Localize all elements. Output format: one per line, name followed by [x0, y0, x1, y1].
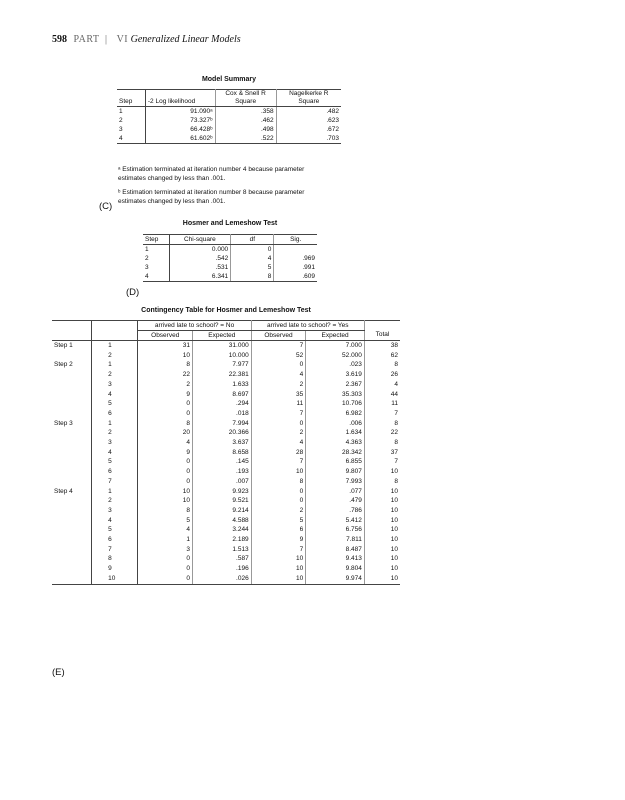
ct-exp-yes: 7.993 — [306, 477, 365, 487]
ct-step — [52, 574, 92, 584]
ct-total: 38 — [364, 341, 400, 351]
ct-exp-yes: 4.363 — [306, 438, 365, 448]
ct-exp-yes: 35.303 — [306, 390, 365, 400]
ct-group: 3 — [92, 438, 138, 448]
table-row — [52, 399, 400, 409]
hl-step: 3 — [143, 263, 169, 272]
table-row — [52, 574, 400, 584]
ct-obs-yes: 2 — [251, 428, 306, 438]
ct-group-no: arrived late to school? = No — [138, 321, 251, 331]
hl-df: 5 — [231, 263, 274, 272]
ct-exp-yes: 10.706 — [306, 399, 365, 409]
table-row — [52, 564, 400, 574]
ct-group: 1 — [92, 341, 138, 351]
ct-total: 62 — [364, 351, 400, 361]
ct-step — [52, 467, 92, 477]
table-row — [52, 390, 400, 400]
ct-step — [52, 564, 92, 574]
ct-obs-yes: 10 — [251, 554, 306, 564]
ct-step — [52, 428, 92, 438]
ct-col-obs-no: Observed — [138, 331, 193, 341]
ct-group: 3 — [92, 506, 138, 516]
hosmer-table — [143, 234, 317, 282]
ct-exp-yes: 52.000 — [306, 351, 365, 361]
ct-col-exp-yes: Expected — [306, 331, 365, 341]
hosmer-title: Hosmer and Lemeshow Test — [182, 220, 278, 227]
ct-step — [52, 545, 92, 555]
ct-exp-no: 9.521 — [193, 496, 252, 506]
ct-col-exp-no: Expected — [193, 331, 252, 341]
ct-obs-no: 4 — [138, 438, 193, 448]
ct-exp-yes: 5.412 — [306, 516, 365, 526]
ct-total: 7 — [364, 457, 400, 467]
hl-sig: .969 — [274, 254, 317, 263]
table-row — [52, 525, 400, 535]
ct-obs-yes: 7 — [251, 409, 306, 419]
ct-total: 4 — [364, 380, 400, 390]
ct-step — [52, 506, 92, 516]
ms-col-coxsnell: Cox & Snell R Square — [215, 90, 276, 107]
ct-exp-no: 2.189 — [193, 535, 252, 545]
ct-col-total: Total — [364, 331, 400, 341]
ct-step: Step 4 — [52, 487, 92, 497]
ct-total: 44 — [364, 390, 400, 400]
ct-exp-no: .145 — [193, 457, 252, 467]
ct-group: 2 — [92, 496, 138, 506]
ct-group: 1 — [92, 487, 138, 497]
ct-obs-no: 0 — [138, 467, 193, 477]
part-number: VI — [116, 34, 129, 45]
ct-exp-yes: 6.982 — [306, 409, 365, 419]
ct-group: 5 — [92, 525, 138, 535]
ct-total: 7 — [364, 409, 400, 419]
ct-step: Step 1 — [52, 341, 92, 351]
table-row — [52, 477, 400, 487]
ct-obs-no: 0 — [138, 564, 193, 574]
ct-obs-yes: 28 — [251, 448, 306, 458]
ct-total: 10 — [364, 525, 400, 535]
ct-obs-yes: 35 — [251, 390, 306, 400]
table-row — [52, 428, 400, 438]
ct-exp-no: .587 — [193, 554, 252, 564]
ct-obs-yes: 4 — [251, 438, 306, 448]
ct-exp-yes: .786 — [306, 506, 365, 516]
ct-total: 26 — [364, 370, 400, 380]
chapter-title: Generalized Linear Models — [130, 34, 241, 45]
ct-exp-no: 1.513 — [193, 545, 252, 555]
table-row — [52, 496, 400, 506]
ms-step: 2 — [117, 116, 145, 125]
part-label: PART — [73, 34, 100, 45]
ct-group: 4 — [92, 390, 138, 400]
ct-group: 2 — [92, 351, 138, 361]
ms-step: 4 — [117, 134, 145, 144]
ct-obs-yes: 10 — [251, 564, 306, 574]
ct-obs-no: 0 — [138, 457, 193, 467]
table-row — [52, 457, 400, 467]
ct-obs-no: 10 — [138, 351, 193, 361]
ct-exp-no: 8.658 — [193, 448, 252, 458]
ct-step — [52, 448, 92, 458]
ct-obs-yes: 2 — [251, 380, 306, 390]
ct-obs-no: 8 — [138, 419, 193, 429]
model-summary-table — [117, 89, 341, 144]
ms-coxsnell: .522 — [215, 134, 276, 144]
ms-loglik: 91.090ᵃ — [145, 107, 215, 117]
ct-step — [52, 380, 92, 390]
ct-exp-yes: 7.811 — [306, 535, 365, 545]
ct-total: 10 — [364, 535, 400, 545]
table-row — [52, 554, 400, 564]
ct-obs-no: 10 — [138, 496, 193, 506]
model-summary-row — [117, 134, 341, 144]
contingency-table — [52, 320, 400, 585]
ct-exp-no: 7.977 — [193, 360, 252, 370]
ct-obs-yes: 52 — [251, 351, 306, 361]
ct-exp-yes: .479 — [306, 496, 365, 506]
ct-obs-yes: 10 — [251, 467, 306, 477]
ct-total: 8 — [364, 419, 400, 429]
ct-total: 10 — [364, 564, 400, 574]
model-summary-row — [117, 116, 341, 125]
ct-group: 7 — [92, 545, 138, 555]
model-summary-row — [117, 107, 341, 117]
hosmer-row — [143, 263, 317, 272]
hl-df: 0 — [231, 245, 274, 255]
ct-group: 5 — [92, 457, 138, 467]
model-summary-row — [117, 125, 341, 134]
ct-col-obs-yes: Observed — [251, 331, 306, 341]
ct-obs-no: 0 — [138, 409, 193, 419]
ct-total: 10 — [364, 516, 400, 526]
hl-sig: .991 — [274, 263, 317, 272]
hl-col-chisq: Chi-square — [169, 235, 231, 245]
label-e: (E) — [52, 667, 65, 678]
ct-total: 10 — [364, 487, 400, 497]
ct-step — [52, 554, 92, 564]
hl-col-sig: Sig. — [274, 235, 317, 245]
table-row — [52, 419, 400, 429]
ct-total: 10 — [364, 496, 400, 506]
ct-group: 1 — [92, 360, 138, 370]
ct-exp-yes: 9.807 — [306, 467, 365, 477]
label-d: (D) — [126, 287, 140, 298]
ct-group: 6 — [92, 535, 138, 545]
table-row — [52, 351, 400, 361]
ct-step — [52, 516, 92, 526]
ct-obs-yes: 11 — [251, 399, 306, 409]
table-row — [52, 506, 400, 516]
model-summary-footnote-a: ᵃ Estimation terminated at iteration number 4 because parameter estimates changed by less than .001. — [118, 166, 305, 182]
ct-total: 22 — [364, 428, 400, 438]
ct-exp-yes: 28.342 — [306, 448, 365, 458]
ct-total: 10 — [364, 554, 400, 564]
ct-header-group-row — [52, 321, 400, 331]
ct-obs-no: 9 — [138, 448, 193, 458]
table-row — [52, 516, 400, 526]
ct-group: 2 — [92, 428, 138, 438]
ct-obs-yes: 5 — [251, 516, 306, 526]
ms-loglik: 73.327ᵇ — [145, 116, 215, 125]
table-row — [52, 438, 400, 448]
ct-obs-yes: 0 — [251, 360, 306, 370]
ct-step — [52, 438, 92, 448]
ct-obs-yes: 7 — [251, 457, 306, 467]
ct-step — [52, 457, 92, 467]
ct-step — [52, 399, 92, 409]
ct-obs-yes: 0 — [251, 496, 306, 506]
hl-chisq: .542 — [169, 254, 231, 263]
ct-group-yes: arrived late to school? = Yes — [251, 321, 364, 331]
ct-exp-no: .294 — [193, 399, 252, 409]
ms-step: 3 — [117, 125, 145, 134]
ct-exp-no: 10.000 — [193, 351, 252, 361]
model-summary-header-row — [117, 90, 341, 107]
hl-sig — [274, 245, 317, 255]
ct-exp-no: 9.923 — [193, 487, 252, 497]
table-row — [52, 360, 400, 370]
contingency-title: Contingency Table for Hosmer and Lemeshow Test — [141, 307, 311, 314]
ct-obs-yes: 6 — [251, 525, 306, 535]
ms-loglik: 61.602ᵇ — [145, 134, 215, 144]
ct-exp-yes: 8.487 — [306, 545, 365, 555]
ct-step: Step 2 — [52, 360, 92, 370]
hl-col-step: Step — [143, 235, 169, 245]
table-row — [52, 341, 400, 351]
ms-nagelkerke: .703 — [276, 134, 341, 144]
ct-obs-no: 0 — [138, 554, 193, 564]
ct-group: 6 — [92, 409, 138, 419]
ct-obs-no: 20 — [138, 428, 193, 438]
ct-exp-yes: .023 — [306, 360, 365, 370]
ct-exp-yes: 6.756 — [306, 525, 365, 535]
ct-step — [52, 477, 92, 487]
ct-step — [52, 370, 92, 380]
ct-obs-no: 1 — [138, 535, 193, 545]
ct-exp-no: .193 — [193, 467, 252, 477]
ct-obs-no: 31 — [138, 341, 193, 351]
ct-total: 10 — [364, 506, 400, 516]
ct-exp-no: 7.994 — [193, 419, 252, 429]
ct-total: 8 — [364, 438, 400, 448]
ct-total: 10 — [364, 467, 400, 477]
ct-step — [52, 409, 92, 419]
ct-obs-no: 4 — [138, 525, 193, 535]
hl-step: 4 — [143, 272, 169, 282]
table-row — [52, 467, 400, 477]
ct-obs-no: 3 — [138, 545, 193, 555]
ct-exp-yes: 3.619 — [306, 370, 365, 380]
ct-exp-no: 20.366 — [193, 428, 252, 438]
hl-chisq: .531 — [169, 263, 231, 272]
ct-group: 7 — [92, 477, 138, 487]
ct-exp-no: .018 — [193, 409, 252, 419]
ct-exp-no: 22.381 — [193, 370, 252, 380]
model-summary-footnote-b: ᵇ Estimation terminated at iteration number 8 because parameter estimates changed by less than .001. — [118, 189, 305, 205]
hosmer-row — [143, 254, 317, 263]
ct-total: 10 — [364, 574, 400, 584]
ct-obs-no: 10 — [138, 487, 193, 497]
ct-obs-yes: 2 — [251, 506, 306, 516]
ct-obs-no: 5 — [138, 516, 193, 526]
ct-obs-no: 9 — [138, 390, 193, 400]
ms-step: 1 — [117, 107, 145, 117]
ct-exp-yes: 9.804 — [306, 564, 365, 574]
ct-exp-yes: 9.974 — [306, 574, 365, 584]
ct-obs-no: 0 — [138, 574, 193, 584]
ct-exp-no: .007 — [193, 477, 252, 487]
hl-chisq: 0.000 — [169, 245, 231, 255]
hl-df: 8 — [231, 272, 274, 282]
table-row — [52, 535, 400, 545]
ct-group: 6 — [92, 467, 138, 477]
ct-obs-yes: 4 — [251, 370, 306, 380]
ct-group: 1 — [92, 419, 138, 429]
ct-exp-no: 4.588 — [193, 516, 252, 526]
ct-exp-yes: 7.000 — [306, 341, 365, 351]
page-number: 598 — [52, 34, 67, 45]
ct-total: 10 — [364, 545, 400, 555]
ms-loglik: 66.428ᵇ — [145, 125, 215, 134]
ct-obs-yes: 0 — [251, 419, 306, 429]
ct-obs-yes: 10 — [251, 574, 306, 584]
ct-step — [52, 351, 92, 361]
ct-group: 5 — [92, 399, 138, 409]
ct-obs-no: 8 — [138, 360, 193, 370]
model-summary-title: Model Summary — [201, 76, 257, 83]
ct-exp-no: 9.214 — [193, 506, 252, 516]
table-row — [52, 545, 400, 555]
ct-group: 8 — [92, 554, 138, 564]
ms-col-loglik: -2 Log likelihood — [145, 90, 215, 107]
ct-obs-yes: 7 — [251, 341, 306, 351]
table-row — [52, 409, 400, 419]
ct-obs-yes: 8 — [251, 477, 306, 487]
hosmer-row — [143, 272, 317, 282]
ct-exp-yes: 2.367 — [306, 380, 365, 390]
table-row — [52, 370, 400, 380]
hl-chisq: 6.341 — [169, 272, 231, 282]
header-separator: | — [105, 34, 108, 45]
ct-step: Step 3 — [52, 419, 92, 429]
ct-header-sub-row — [52, 331, 400, 341]
ct-obs-no: 2 — [138, 380, 193, 390]
ct-obs-no: 0 — [138, 399, 193, 409]
ct-group: 4 — [92, 448, 138, 458]
ct-step — [52, 390, 92, 400]
ct-exp-yes: 1.634 — [306, 428, 365, 438]
ct-exp-yes: 9.413 — [306, 554, 365, 564]
hosmer-row — [143, 245, 317, 255]
ct-total: 37 — [364, 448, 400, 458]
table-row — [52, 380, 400, 390]
hl-df: 4 — [231, 254, 274, 263]
ct-exp-yes: .077 — [306, 487, 365, 497]
ct-group: 2 — [92, 370, 138, 380]
ct-total: 11 — [364, 399, 400, 409]
hosmer-header-row — [143, 235, 317, 245]
ms-col-nagelkerke: Nagelkerke R Square — [276, 90, 341, 107]
ms-coxsnell: .358 — [215, 107, 276, 117]
ms-nagelkerke: .623 — [276, 116, 341, 125]
hl-sig: .609 — [274, 272, 317, 282]
ct-obs-yes: 7 — [251, 545, 306, 555]
ms-col-step: Step — [117, 90, 145, 107]
ms-nagelkerke: .672 — [276, 125, 341, 134]
ct-obs-no: 22 — [138, 370, 193, 380]
ct-group: 3 — [92, 380, 138, 390]
ms-nagelkerke: .482 — [276, 107, 341, 117]
ct-group: 10 — [92, 574, 138, 584]
table-row — [52, 487, 400, 497]
ct-exp-yes: .006 — [306, 419, 365, 429]
table-row — [52, 448, 400, 458]
hl-step: 2 — [143, 254, 169, 263]
ct-obs-yes: 9 — [251, 535, 306, 545]
hl-col-df: df — [231, 235, 274, 245]
ct-exp-no: 3.244 — [193, 525, 252, 535]
ct-exp-no: .026 — [193, 574, 252, 584]
ct-step — [52, 525, 92, 535]
page-header — [52, 34, 241, 45]
label-c: (C) — [99, 201, 113, 212]
ct-exp-yes: 6.855 — [306, 457, 365, 467]
ms-coxsnell: .498 — [215, 125, 276, 134]
ct-group: 4 — [92, 516, 138, 526]
ct-group: 9 — [92, 564, 138, 574]
ct-obs-yes: 0 — [251, 487, 306, 497]
ct-exp-no: .196 — [193, 564, 252, 574]
ct-exp-no: 31.000 — [193, 341, 252, 351]
ct-exp-no: 3.637 — [193, 438, 252, 448]
ct-exp-no: 1.633 — [193, 380, 252, 390]
ct-exp-no: 8.697 — [193, 390, 252, 400]
ct-obs-no: 0 — [138, 477, 193, 487]
ct-total: 8 — [364, 360, 400, 370]
ct-step — [52, 496, 92, 506]
ms-coxsnell: .462 — [215, 116, 276, 125]
ct-obs-no: 8 — [138, 506, 193, 516]
ct-total: 8 — [364, 477, 400, 487]
ct-step — [52, 535, 92, 545]
hl-step: 1 — [143, 245, 169, 255]
